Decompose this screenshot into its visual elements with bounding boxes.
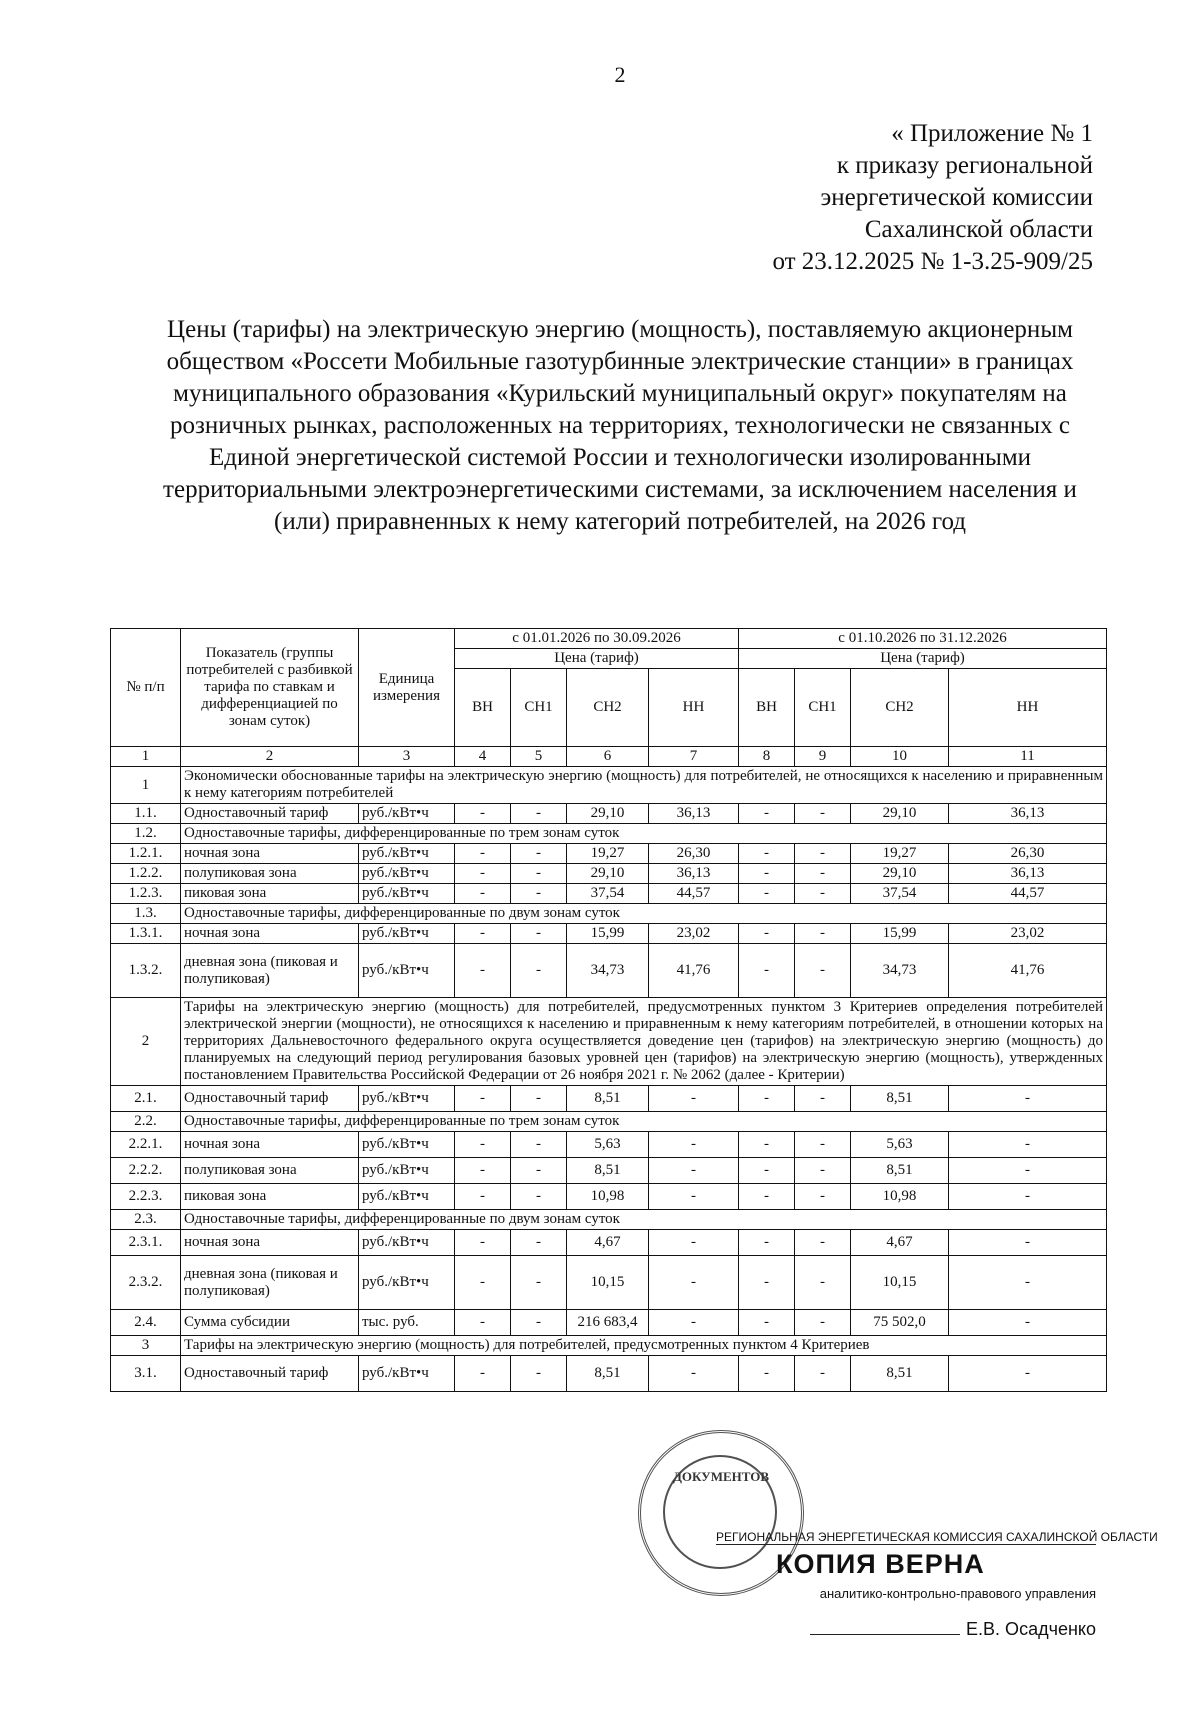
row-value: -: [649, 1310, 739, 1336]
row-value: 29,10: [851, 864, 949, 884]
copy-org: РЕГИОНАЛЬНАЯ ЭНЕРГЕТИЧЕСКАЯ КОМИССИЯ САХАЛИНСКОЙ ОБЛАСТИ: [716, 1530, 1158, 1544]
row-value: -: [739, 844, 795, 864]
row-value: -: [455, 1158, 511, 1184]
row-value: 8,51: [567, 1356, 649, 1392]
row-value: 36,13: [649, 804, 739, 824]
row-value: 44,57: [649, 884, 739, 904]
row-value: -: [949, 1310, 1107, 1336]
column-number: 1: [111, 747, 181, 767]
page-number: 2: [614, 62, 626, 87]
row-value: 36,13: [649, 864, 739, 884]
row-value: -: [455, 1310, 511, 1336]
header-level: ВН: [455, 669, 511, 747]
row-value: -: [795, 1230, 851, 1256]
row-value: -: [455, 1356, 511, 1392]
row-name: пиковая зона: [181, 1184, 359, 1210]
row-value: -: [739, 1356, 795, 1392]
appendix-line-4: Сахалинской области: [864, 216, 1093, 243]
row-name: Сумма субсидии: [181, 1310, 359, 1336]
row-unit: руб./кВт•ч: [359, 1356, 455, 1392]
copy-certification: [716, 1530, 1158, 1640]
table-row: [111, 1230, 1107, 1256]
row-value: 37,54: [851, 884, 949, 904]
row-value: 8,51: [851, 1086, 949, 1112]
row-value: -: [649, 1356, 739, 1392]
row-value: -: [511, 1310, 567, 1336]
row-value: 23,02: [649, 924, 739, 944]
row-value: -: [511, 884, 567, 904]
row-name: дневная зона (пиковая и полупиковая): [181, 1256, 359, 1310]
group-row: [111, 1210, 1107, 1230]
group-title: Одноставочные тарифы, дифференцированные по двум зонам суток: [181, 904, 1107, 924]
group-row: [111, 1112, 1107, 1132]
row-value: -: [455, 1086, 511, 1112]
row-value: 41,76: [649, 944, 739, 998]
row-num: 3.1.: [111, 1356, 181, 1392]
column-number: 8: [739, 747, 795, 767]
document-title: Цены (тарифы) на электрическую энергию (мощность), поставляемую акционерным обществом «Россети Мобильные газотурбинные электрические станции» в границах муниципального образования «Курильский муниципальный округ» покупателям на розничных рынках, расположенных на территориях, технологически не связанных с Единой энергетической системой России и технологически изолированными территориальными электроэнергетическими системами, за исключением населения и (или) приравненных к нему категорий потребителей, на 2026 год: [163, 316, 1077, 535]
header-unit: Единица измерения: [359, 629, 455, 747]
section-row: [111, 767, 1107, 804]
row-unit: руб./кВт•ч: [359, 804, 455, 824]
group-title: Одноставочные тарифы, дифференцированные по двум зонам суток: [181, 1210, 1107, 1230]
seal-text: ДОКУМЕНТОВ: [672, 1469, 770, 1484]
row-value: -: [455, 1184, 511, 1210]
header-level: СН2: [851, 669, 949, 747]
row-value: -: [739, 924, 795, 944]
row-value: -: [511, 1256, 567, 1310]
row-unit: руб./кВт•ч: [359, 844, 455, 864]
section-row: [111, 998, 1107, 1086]
row-num: 2.3.: [111, 1210, 181, 1230]
row-value: -: [795, 1356, 851, 1392]
row-value: -: [649, 1132, 739, 1158]
row-value: -: [511, 1086, 567, 1112]
row-value: -: [511, 924, 567, 944]
row-value: -: [795, 1184, 851, 1210]
signature-line: [716, 1619, 1096, 1640]
row-num: 2.1.: [111, 1086, 181, 1112]
appendix-line-1: « Приложение № 1: [891, 120, 1093, 147]
row-num: 1.1.: [111, 804, 181, 824]
signatory: Е.В. Осадченко: [966, 1619, 1096, 1639]
table-row: [111, 884, 1107, 904]
row-value: 8,51: [567, 1158, 649, 1184]
row-value: -: [511, 1356, 567, 1392]
row-name: пиковая зона: [181, 884, 359, 904]
row-value: -: [949, 1356, 1107, 1392]
group-row: [111, 824, 1107, 844]
row-unit: руб./кВт•ч: [359, 864, 455, 884]
row-value: 34,73: [851, 944, 949, 998]
row-value: -: [795, 1158, 851, 1184]
row-value: -: [511, 944, 567, 998]
row-value: -: [795, 1310, 851, 1336]
column-number: 10: [851, 747, 949, 767]
header-period-1: с 01.01.2026 по 30.09.2026: [455, 629, 739, 649]
column-number: 6: [567, 747, 649, 767]
header-price-2: Цена (тариф): [739, 649, 1107, 669]
table-row: [111, 1158, 1107, 1184]
row-num: 2.2.: [111, 1112, 181, 1132]
row-value: 37,54: [567, 884, 649, 904]
row-value: -: [739, 1184, 795, 1210]
row-value: -: [739, 884, 795, 904]
row-value: -: [455, 944, 511, 998]
row-value: 10,98: [567, 1184, 649, 1210]
row-value: -: [455, 864, 511, 884]
row-value: -: [511, 804, 567, 824]
row-value: -: [795, 1086, 851, 1112]
header-level: НН: [949, 669, 1107, 747]
row-value: -: [739, 804, 795, 824]
row-unit: руб./кВт•ч: [359, 1086, 455, 1112]
section-num: 1: [111, 767, 181, 804]
row-value: -: [739, 1086, 795, 1112]
row-unit: руб./кВт•ч: [359, 1230, 455, 1256]
row-value: -: [795, 864, 851, 884]
column-number: 2: [181, 747, 359, 767]
row-value: -: [795, 804, 851, 824]
row-value: -: [795, 944, 851, 998]
row-num: 2.3.2.: [111, 1256, 181, 1310]
row-num: 2.2.1.: [111, 1132, 181, 1158]
column-number: 9: [795, 747, 851, 767]
row-num: 1.2.3.: [111, 884, 181, 904]
row-value: -: [739, 1132, 795, 1158]
row-value: -: [649, 1086, 739, 1112]
row-value: 23,02: [949, 924, 1107, 944]
table-row: [111, 844, 1107, 864]
section-title: Тарифы на электрическую энергию (мощность) для потребителей, предусмотренных пунктом 3 Критериев определения потребителей электрической энергии (мощности), не относящихся к населению и приравненным к нему категориям потребителей, в отношении которых на территориях Дальневосточного федерального округа осуществляется доведение цен (тарифов) на электрическую энергию (мощность) до планируемых на следующий период регулирования базовых уровней цен (тарифов) на электрическую энергию (мощность), утвержденных постановлением Правительства Российской Федерации от 26 ноября 2021 г. № 2062 (далее - Критерии): [181, 998, 1107, 1086]
table-row: [111, 1184, 1107, 1210]
row-name: ночная зона: [181, 1132, 359, 1158]
row-value: -: [739, 864, 795, 884]
row-unit: тыс. руб.: [359, 1310, 455, 1336]
table-row: [111, 1256, 1107, 1310]
row-value: 5,63: [851, 1132, 949, 1158]
header-level: ВН: [739, 669, 795, 747]
row-value: -: [455, 1230, 511, 1256]
row-value: 44,57: [949, 884, 1107, 904]
row-value: -: [949, 1230, 1107, 1256]
header-level: СН1: [795, 669, 851, 747]
row-value: -: [949, 1086, 1107, 1112]
column-number: 5: [511, 747, 567, 767]
row-value: 41,76: [949, 944, 1107, 998]
row-value: -: [739, 1158, 795, 1184]
header-level: НН: [649, 669, 739, 747]
row-value: 75 502,0: [851, 1310, 949, 1336]
header-period-2: с 01.10.2026 по 31.12.2026: [739, 629, 1107, 649]
row-value: 10,15: [567, 1256, 649, 1310]
row-num: 2.2.2.: [111, 1158, 181, 1184]
row-num: 1.2.: [111, 824, 181, 844]
row-value: -: [649, 1158, 739, 1184]
row-value: 4,67: [851, 1230, 949, 1256]
section-num: 3: [111, 1336, 181, 1356]
table-row: [111, 1356, 1107, 1392]
row-value: -: [455, 1132, 511, 1158]
copy-department: аналитико-контрольно-правового управления: [819, 1586, 1096, 1601]
row-value: -: [795, 884, 851, 904]
appendix-line-3: энергетической комиссии: [820, 184, 1093, 211]
row-value: -: [795, 1256, 851, 1310]
row-value: 4,67: [567, 1230, 649, 1256]
row-value: 26,30: [949, 844, 1107, 864]
table-row: [111, 1086, 1107, 1112]
row-unit: руб./кВт•ч: [359, 944, 455, 998]
row-value: 10,15: [851, 1256, 949, 1310]
section-num: 2: [111, 998, 181, 1086]
row-value: 29,10: [851, 804, 949, 824]
row-name: Одноставочный тариф: [181, 1356, 359, 1392]
row-value: -: [795, 1132, 851, 1158]
row-value: 36,13: [949, 864, 1107, 884]
row-value: -: [949, 1158, 1107, 1184]
row-value: -: [949, 1256, 1107, 1310]
row-value: -: [949, 1132, 1107, 1158]
row-num: 1.2.2.: [111, 864, 181, 884]
row-value: -: [649, 1184, 739, 1210]
row-unit: руб./кВт•ч: [359, 1184, 455, 1210]
row-value: 36,13: [949, 804, 1107, 824]
row-value: -: [739, 1230, 795, 1256]
column-number: 11: [949, 747, 1107, 767]
row-value: -: [739, 944, 795, 998]
row-unit: руб./кВт•ч: [359, 1158, 455, 1184]
row-unit: руб./кВт•ч: [359, 1132, 455, 1158]
row-value: -: [511, 864, 567, 884]
row-value: 15,99: [567, 924, 649, 944]
row-name: полупиковая зона: [181, 1158, 359, 1184]
appendix-header: [772, 118, 1093, 278]
row-name: ночная зона: [181, 844, 359, 864]
section-title: Тарифы на электрическую энергию (мощность) для потребителей, предусмотренных пунктом 4 Критериев: [181, 1336, 1107, 1356]
row-value: 10,98: [851, 1184, 949, 1210]
group-title: Одноставочные тарифы, дифференцированные по трем зонам суток: [181, 1112, 1107, 1132]
row-num: 1.3.: [111, 904, 181, 924]
column-number: 7: [649, 747, 739, 767]
row-value: 19,27: [567, 844, 649, 864]
table-row: [111, 944, 1107, 998]
row-name: ночная зона: [181, 924, 359, 944]
row-value: -: [455, 844, 511, 864]
row-value: -: [511, 1184, 567, 1210]
row-value: 216 683,4: [567, 1310, 649, 1336]
header-level: СН2: [567, 669, 649, 747]
row-value: 15,99: [851, 924, 949, 944]
row-value: -: [455, 884, 511, 904]
row-num: 2.3.1.: [111, 1230, 181, 1256]
row-name: дневная зона (пиковая и полупиковая): [181, 944, 359, 998]
row-value: -: [511, 1132, 567, 1158]
row-value: 29,10: [567, 804, 649, 824]
table-row: [111, 1132, 1107, 1158]
row-value: -: [739, 1310, 795, 1336]
row-value: -: [949, 1184, 1107, 1210]
table-row: [111, 1310, 1107, 1336]
row-unit: руб./кВт•ч: [359, 884, 455, 904]
row-num: 1.3.1.: [111, 924, 181, 944]
row-value: 26,30: [649, 844, 739, 864]
row-unit: руб./кВт•ч: [359, 924, 455, 944]
column-number: 3: [359, 747, 455, 767]
table-row: [111, 804, 1107, 824]
appendix-line-5: от 23.12.2025 № 1-3.25-909/25: [772, 248, 1093, 275]
row-value: -: [795, 924, 851, 944]
column-number: 4: [455, 747, 511, 767]
row-value: -: [455, 804, 511, 824]
row-value: 5,63: [567, 1132, 649, 1158]
header-num: № п/п: [111, 629, 181, 747]
row-name: Одноставочный тариф: [181, 804, 359, 824]
header-price-1: Цена (тариф): [455, 649, 739, 669]
row-value: 34,73: [567, 944, 649, 998]
row-value: 29,10: [567, 864, 649, 884]
row-value: -: [739, 1256, 795, 1310]
section-title: Экономически обоснованные тарифы на электрическую энергию (мощность) для потребителей, не относящихся к населению и приравненным к нему категориям потребителей: [181, 767, 1107, 804]
section-row: [111, 1336, 1107, 1356]
row-value: -: [455, 1256, 511, 1310]
row-value: 8,51: [851, 1356, 949, 1392]
row-value: -: [649, 1256, 739, 1310]
row-num: 1.3.2.: [111, 944, 181, 998]
row-value: 8,51: [567, 1086, 649, 1112]
row-value: -: [511, 844, 567, 864]
row-value: -: [795, 844, 851, 864]
row-value: 8,51: [851, 1158, 949, 1184]
appendix-line-2: к приказу региональной: [836, 152, 1093, 179]
tariff-table: [110, 628, 1107, 1392]
row-value: -: [511, 1230, 567, 1256]
copy-title: КОПИЯ ВЕРНА: [776, 1549, 985, 1579]
group-row: [111, 904, 1107, 924]
group-title: Одноставочные тарифы, дифференцированные по трем зонам суток: [181, 824, 1107, 844]
row-value: -: [511, 1158, 567, 1184]
row-num: 1.2.1.: [111, 844, 181, 864]
row-num: 2.4.: [111, 1310, 181, 1336]
row-name: полупиковая зона: [181, 864, 359, 884]
table-row: [111, 864, 1107, 884]
table-row: [111, 924, 1107, 944]
header-indicator: Показатель (группы потребителей с разбивкой тарифа по ставкам и дифференциацией по зонам суток): [181, 629, 359, 747]
row-name: ночная зона: [181, 1230, 359, 1256]
row-unit: руб./кВт•ч: [359, 1256, 455, 1310]
row-value: -: [455, 924, 511, 944]
row-num: 2.2.3.: [111, 1184, 181, 1210]
row-value: 19,27: [851, 844, 949, 864]
header-level: СН1: [511, 669, 567, 747]
row-value: -: [649, 1230, 739, 1256]
row-name: Одноставочный тариф: [181, 1086, 359, 1112]
